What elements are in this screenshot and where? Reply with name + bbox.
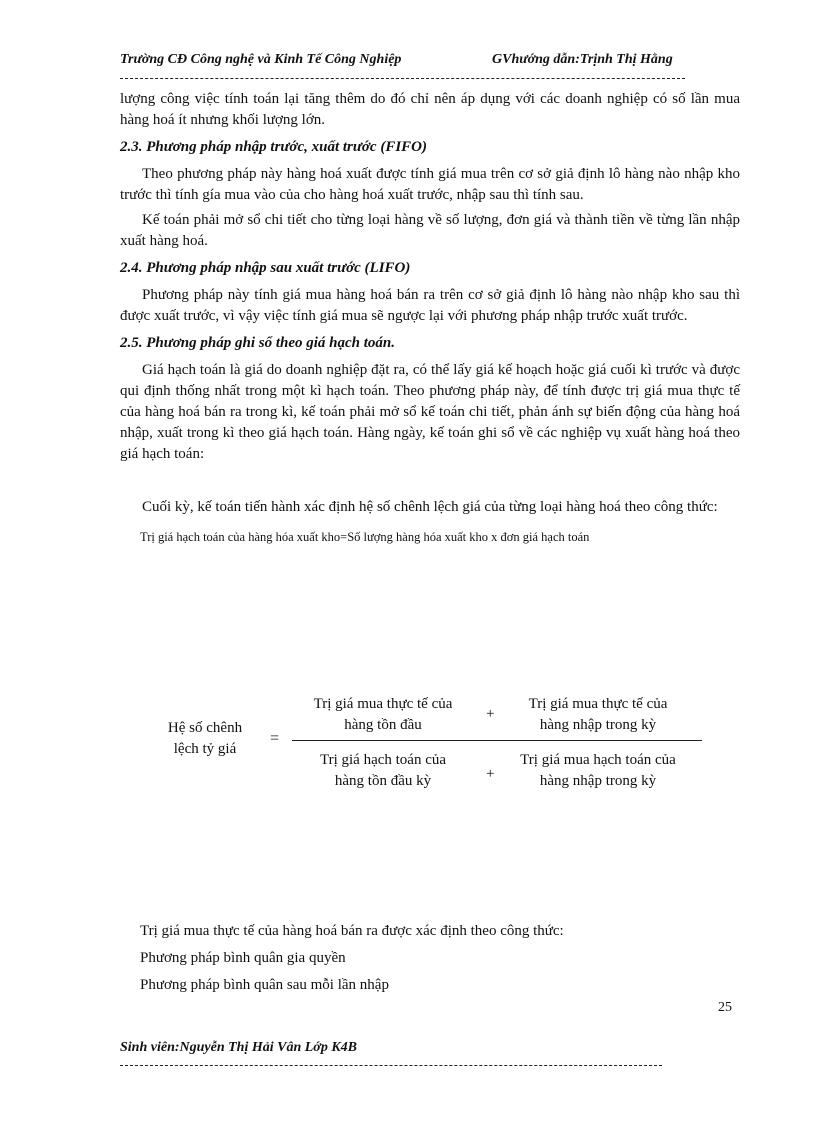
paragraph-cuoi-ky: Cuối kỳ, kế toán tiến hành xác định hệ số chênh lệch giá của từng loại hàng hoá theo công thức: — [142, 499, 718, 515]
formula-num2-line1: Trị giá mua thực tế của — [528, 696, 668, 712]
formula-lhs-line1: Hệ số chênh — [167, 720, 243, 736]
formula-den2-line2: hàng nhập trong kỳ — [539, 773, 657, 789]
heading-2-5: 2.5. Phương pháp ghi sổ theo giá hạch toán. — [120, 335, 396, 351]
formula-den1-line2: hàng tồn đầu kỳ — [334, 773, 432, 789]
lower-line-3: Phương pháp bình quân sau mỗi lần nhập — [140, 977, 389, 993]
formula-num1-line2: hàng tồn đầu — [344, 717, 422, 733]
formula-denominator-1 — [298, 750, 468, 792]
fraction-bar — [292, 740, 702, 741]
formula-plus-denominator: + — [486, 766, 495, 782]
footer-divider — [120, 1065, 662, 1066]
heading-2-4: 2.4. Phương pháp nhập sau xuất trước (LIFO) — [120, 260, 411, 276]
blank-space — [120, 469, 740, 497]
formula-lhs-line2: lệch tỷ giá — [173, 741, 237, 757]
price-difference-formula — [160, 694, 720, 804]
header-divider — [120, 78, 685, 79]
formula-den1-line1: Trị giá hạch toán của — [319, 752, 447, 768]
formula-plus-numerator: + — [486, 706, 495, 722]
formula-numerator-1 — [298, 694, 468, 736]
formula-num2-line2: hàng nhập trong kỳ — [539, 717, 657, 733]
lower-line-1: Trị giá mua thực tế của hàng hoá bán ra được xác định theo công thức: — [140, 923, 564, 939]
paragraph-lifo: Phương pháp này tính giá mua hàng hoá bán ra trên cơ sở giả định lô hàng nào nhập kho sau thì được xuất trước, vì vậy việc tính giá mua sẽ ngược lại với phương pháp nhập trước xuất trước. — [120, 287, 740, 324]
lower-section — [140, 918, 740, 999]
paragraph-hach-toan: Giá hạch toán là giá do doanh nghiệp đặt ra, có thể lấy giá kế hoạch hoặc giá cuối kì trước và được qui định thống nhất trong một kì hạch toán. Theo phương pháp này, để tính được trị giá mua thực tế của hàng hoá bán ra trong kì, kế toán phải mở sổ kế toán chi tiết, phản ánh sự biến động của hàng hoá nhập, xuất trong kì theo giá hạch toán. Hàng ngày, kế toán ghi sổ về các nghiệp vụ xuất hàng hoá theo giá hạch toán: — [120, 362, 740, 462]
document-body — [120, 89, 740, 546]
formula-numerator-2 — [508, 694, 688, 736]
page-number: 25 — [718, 1000, 732, 1015]
formula-hach-toan-text: Trị giá hạch toán của hàng hóa xuất kho=Số lượng hàng hóa xuất kho x đơn giá hạch toán — [140, 530, 590, 544]
footer-student: Sinh viên:Nguyễn Thị Hải Vân Lớp K4B — [120, 1040, 357, 1055]
paragraph-fifo-1: Theo phương pháp này hàng hoá xuất được tính giá mua trên cơ sở giả định lô hàng nào nhập kho trước thì tính gía mua vào của cho hàng hoá xuất trước, nhập sau thì tính sau. — [120, 166, 740, 203]
heading-2-3: 2.3. Phương pháp nhập trước, xuất trước (FIFO) — [120, 139, 427, 155]
formula-den2-line1: Trị giá mua hạch toán của — [520, 752, 676, 768]
formula-denominator-2 — [508, 750, 688, 792]
header-school: Trường CĐ Công nghệ và Kinh Tế Công Nghiệp — [120, 52, 402, 67]
formula-lhs — [160, 718, 250, 760]
formula-num1-line1: Trị giá mua thực tế của — [313, 696, 453, 712]
header-supervisor: GVhướng dẫn:Trịnh Thị Hằng — [492, 52, 673, 67]
paragraph-intro: lượng công việc tính toán lại tăng thêm do đó chỉ nên áp dụng với các doanh nghiệp có số lần mua hàng hoá ít nhưng khối lượng lớn. — [120, 91, 740, 128]
formula-equals: = — [270, 730, 280, 747]
lower-line-2: Phương pháp bình quân gia quyền — [140, 950, 346, 966]
paragraph-fifo-2: Kế toán phải mở sổ chi tiết cho từng loại hàng về số lượng, đơn giá và thành tiền về từng lần nhập xuất hàng hoá. — [120, 212, 740, 249]
